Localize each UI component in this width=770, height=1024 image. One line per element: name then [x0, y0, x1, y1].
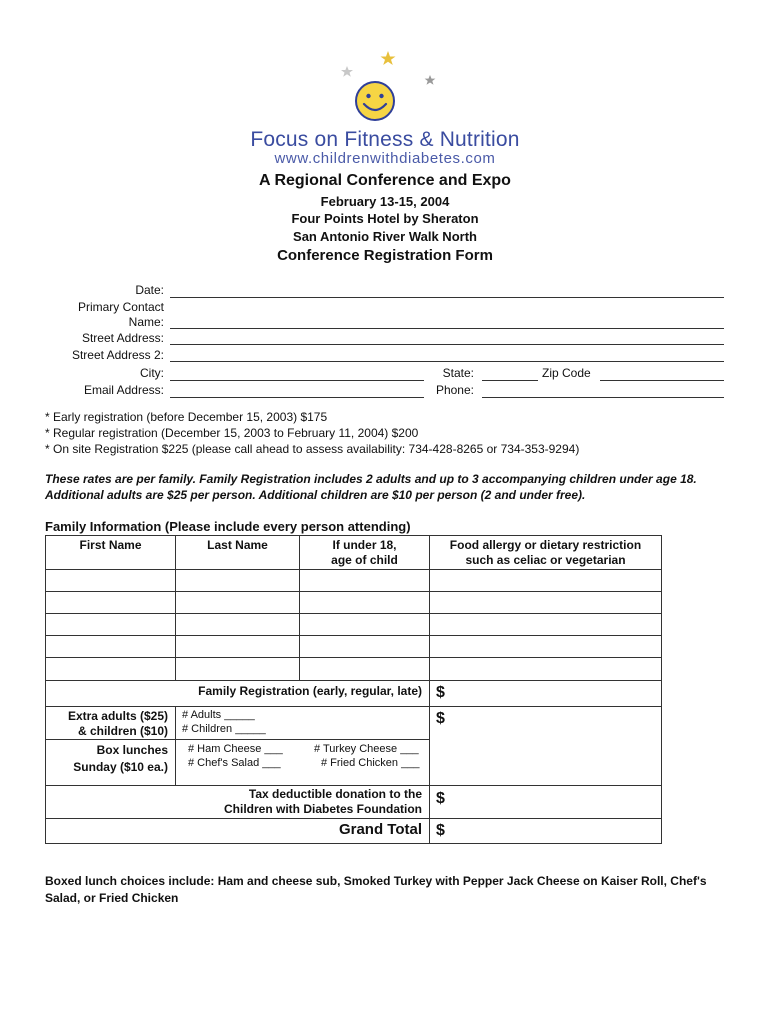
- city-field[interactable]: [170, 380, 424, 381]
- rates-text-lead: These rates are per family: [45, 472, 193, 486]
- state-field[interactable]: [482, 380, 538, 381]
- lunch-label-line1: Box lunches: [96, 743, 168, 757]
- extra-label-line1: Extra adults ($25): [67, 709, 168, 723]
- col-age-line1: If under 18,: [332, 538, 397, 552]
- table-cell[interactable]: [299, 635, 430, 658]
- star-gold-icon: [381, 51, 396, 65]
- email-field[interactable]: [170, 397, 424, 398]
- extras-amount-cell[interactable]: [429, 706, 662, 786]
- page-title: A Regional Conference and Expo: [259, 172, 511, 189]
- table-cell[interactable]: [429, 613, 662, 636]
- event-location: San Antonio River Walk North: [293, 229, 477, 244]
- note-regular: * Regular registration (December 15, 2003 to February 11, 2004) $200: [45, 426, 419, 440]
- table-cell[interactable]: [45, 569, 176, 592]
- star-gray-right-icon: [425, 75, 436, 85]
- adults-count: # Adults _____: [182, 709, 255, 721]
- conference-logo: [300, 48, 470, 128]
- col-last-name: Last Name: [207, 538, 268, 552]
- table-cell[interactable]: [429, 569, 662, 592]
- rates-text-rest: . Family Registration includes 2 adults and up to 3 accompanying children under age 18. Additional adults are $25 per person. Additional children are $10 per person (2 and under free).: [45, 472, 697, 502]
- street2-field[interactable]: [170, 361, 724, 362]
- donation-label-line1: Tax deductible donation to the: [248, 787, 422, 801]
- table-cell[interactable]: [429, 657, 662, 681]
- street1-label: Street Address:: [81, 331, 164, 345]
- note-onsite: * On site Registration $225 (please call ahead to assess availability: 734-428-8265 or 734-353-9294): [45, 442, 580, 456]
- turkey-cheese-count: # Turkey Cheese ___: [314, 743, 419, 755]
- org-url: www.childrenwithdiabetes.com: [274, 150, 496, 167]
- date-label: Date:: [135, 283, 164, 297]
- donation-label-line2: Children with Diabetes Foundation: [224, 802, 422, 816]
- family-section-title: Family Information (Please include every person attending): [45, 519, 411, 534]
- form-title: Conference Registration Form: [277, 247, 493, 264]
- ham-cheese-count: # Ham Cheese ___: [188, 743, 283, 755]
- star-gray-left-icon: [341, 66, 353, 77]
- donation-amount[interactable]: [429, 785, 662, 819]
- primary-contact-label-2: Name:: [128, 315, 164, 329]
- table-cell[interactable]: [45, 613, 176, 636]
- grand-total-dollar: $: [436, 822, 445, 839]
- primary-contact-label: Primary Contact: [77, 300, 164, 314]
- event-dates: February 13-15, 2004: [320, 194, 450, 209]
- children-count: # Children _____: [182, 723, 266, 735]
- state-label: State:: [442, 366, 474, 380]
- table-cell[interactable]: [175, 569, 300, 592]
- col-first-name: First Name: [79, 538, 142, 552]
- note-early: * Early registration (before December 15, 2003) $175: [45, 410, 328, 424]
- zip-label: Zip Code: [542, 366, 591, 380]
- extras-dollar: $: [436, 710, 445, 727]
- lunch-label-line2: Sunday ($10 ea.): [73, 760, 168, 774]
- table-cell[interactable]: [45, 657, 176, 681]
- table-cell[interactable]: [299, 657, 430, 681]
- donation-dollar: $: [436, 790, 445, 807]
- lunch-choices-note: Boxed lunch choices include: Ham and cheese sub, Smoked Turkey with Pepper Jack Cheese on Kaiser Roll, Chef's Salad, or Fried Chicken: [45, 874, 707, 905]
- table-cell[interactable]: [175, 613, 300, 636]
- table-cell[interactable]: [299, 569, 430, 592]
- table-cell[interactable]: [175, 635, 300, 658]
- family-registration-label: Family Registration (early, regular, late): [198, 684, 422, 698]
- phone-label: Phone:: [435, 383, 474, 397]
- table-cell[interactable]: [429, 635, 662, 658]
- street1-field[interactable]: [170, 344, 724, 345]
- zip-field[interactable]: [600, 380, 724, 381]
- chefs-salad-count: # Chef's Salad ___: [188, 757, 281, 769]
- family-registration-dollar: $: [436, 684, 445, 701]
- rates-text: [45, 471, 735, 503]
- event-venue: Four Points Hotel by Sheraton: [291, 211, 479, 226]
- fried-chicken-count: # Fried Chicken ___: [321, 757, 420, 769]
- table-cell[interactable]: [299, 613, 430, 636]
- table-cell[interactable]: [45, 635, 176, 658]
- phone-field[interactable]: [482, 397, 724, 398]
- city-label: City:: [140, 366, 164, 380]
- grand-total-amount[interactable]: [429, 818, 662, 844]
- grand-total-label: Grand Total: [338, 821, 422, 838]
- table-cell[interactable]: [299, 591, 430, 614]
- family-registration-amount[interactable]: [429, 680, 662, 707]
- table-cell[interactable]: [429, 591, 662, 614]
- org-name: Focus on Fitness & Nutrition: [250, 128, 520, 151]
- col-allergy-line2: such as celiac or vegetarian: [465, 553, 626, 567]
- email-label: Email Address:: [83, 383, 164, 397]
- smiley-sun-icon: [356, 82, 394, 120]
- primary-contact-field[interactable]: [170, 328, 724, 329]
- extra-label-line2: & children ($10): [77, 724, 168, 738]
- col-allergy-line1: Food allergy or dietary restriction: [449, 538, 642, 552]
- col-age-line2: age of child: [331, 553, 398, 567]
- street2-label: Street Address 2:: [71, 348, 164, 362]
- table-cell[interactable]: [175, 657, 300, 681]
- table-cell[interactable]: [45, 591, 176, 614]
- date-field[interactable]: [170, 297, 724, 298]
- table-cell[interactable]: [175, 591, 300, 614]
